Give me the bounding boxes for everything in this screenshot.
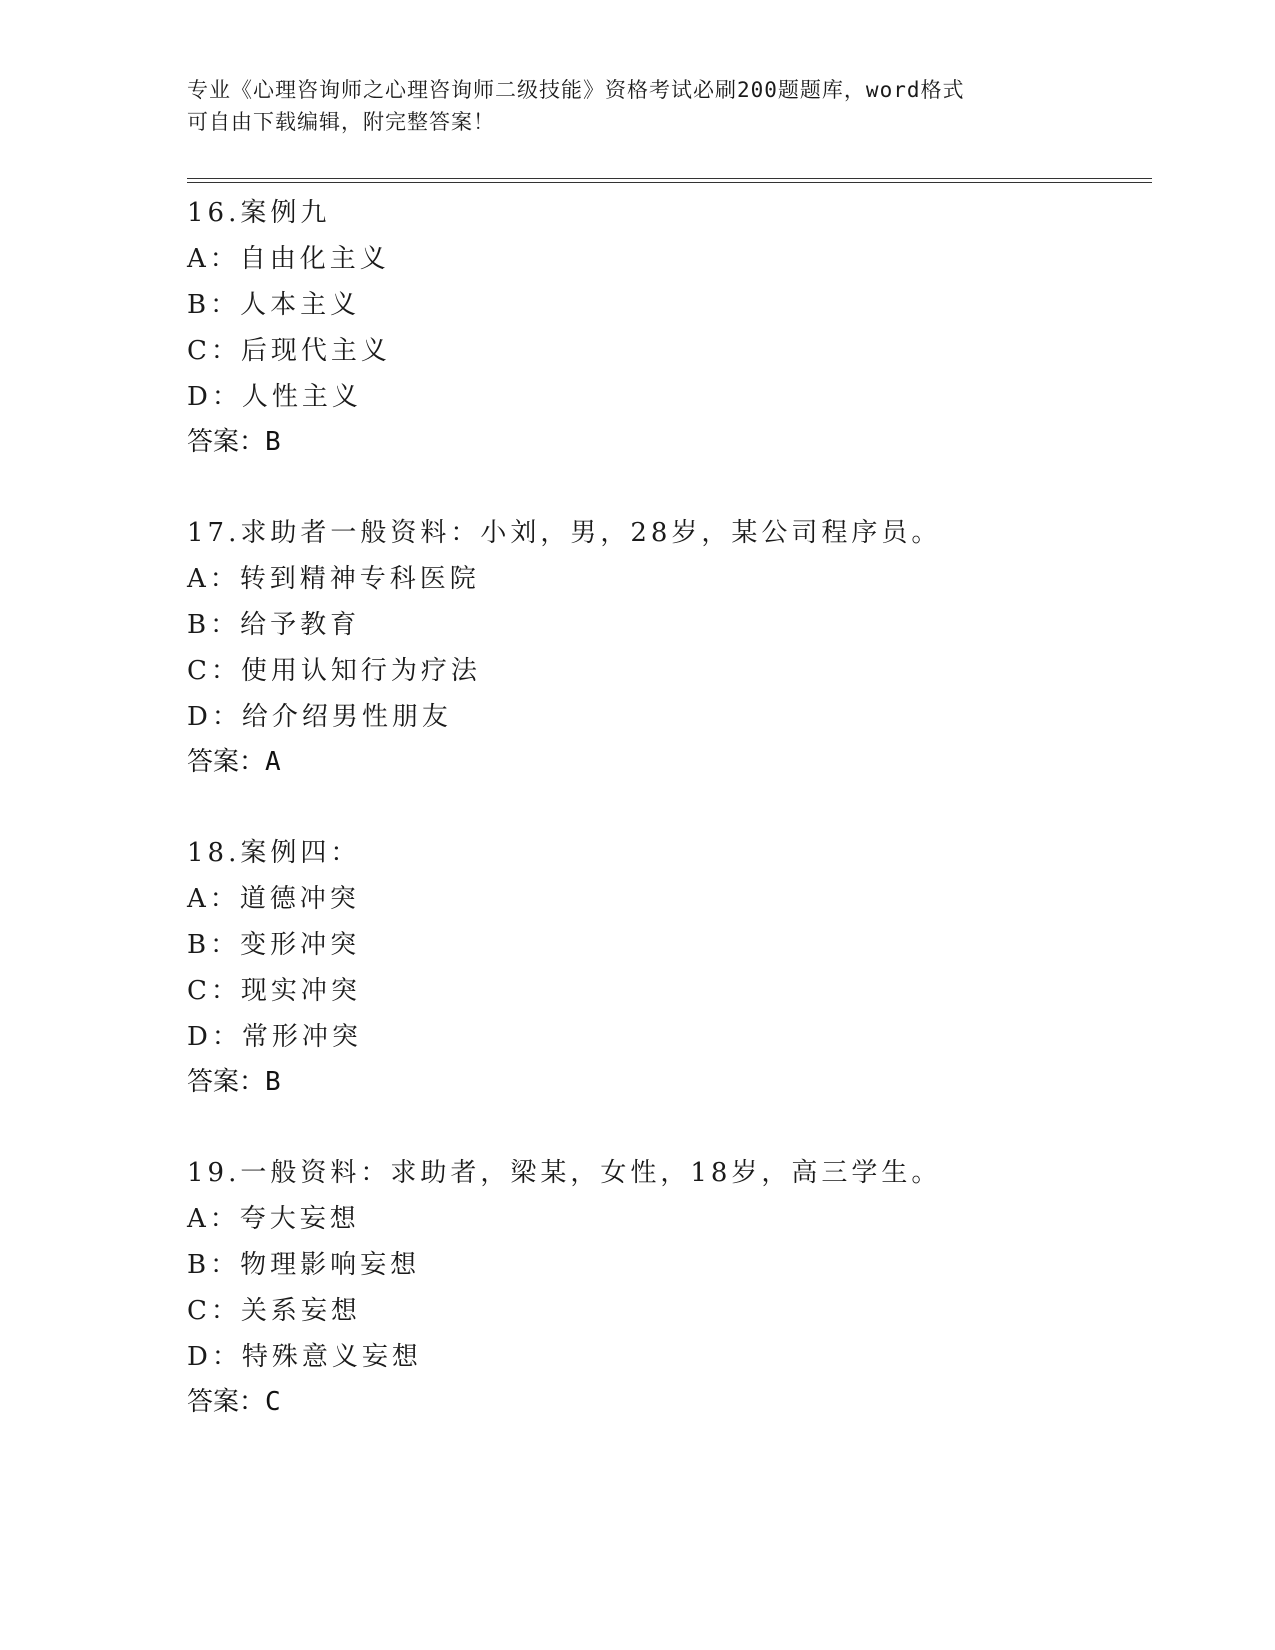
answer-line — [187, 1060, 1147, 1104]
question-list — [187, 190, 1147, 1470]
header-divider-top — [187, 178, 1152, 179]
answer-value: A — [265, 747, 281, 777]
question-17 — [187, 510, 1147, 784]
option-d: D：特殊意义妄想 — [187, 1342, 422, 1372]
question-stem: 19.一般资料：求助者，梁某，女性，18岁，高三学生。 — [187, 1158, 942, 1188]
question-18 — [187, 830, 1147, 1104]
option-a: A：转到精神专科医院 — [187, 564, 480, 594]
answer-label: 答案： — [187, 1387, 266, 1417]
question-19 — [187, 1150, 1147, 1424]
answer-label: 答案： — [187, 1067, 266, 1097]
question-16 — [187, 190, 1147, 464]
option-c: C：现实冲突 — [187, 976, 361, 1006]
answer-label: 答案： — [187, 427, 266, 457]
header-divider-bottom — [187, 182, 1152, 183]
option-a: A：夸大妄想 — [187, 1204, 360, 1234]
option-c: C：使用认知行为疗法 — [187, 656, 481, 686]
answer-value: B — [265, 427, 281, 457]
header-line-1: 专业《心理咨询师之心理咨询师二级技能》资格考试必刷200题题库，word格式 — [187, 78, 965, 102]
question-stem: 17.求助者一般资料：小刘，男，28岁，某公司程序员。 — [187, 518, 942, 548]
answer-value: C — [265, 1387, 281, 1417]
answer-value: B — [265, 1067, 281, 1097]
question-stem: 18.案例四： — [187, 838, 361, 868]
answer-line — [187, 1380, 1147, 1424]
header-line-2: 可自由下载编辑，附完整答案！ — [187, 110, 495, 134]
option-c: C：后现代主义 — [187, 336, 391, 366]
option-d: D：给介绍男性朋友 — [187, 702, 452, 732]
option-b: B：人本主义 — [187, 290, 361, 320]
option-a: A：自由化主义 — [187, 244, 390, 274]
answer-label: 答案： — [187, 747, 266, 777]
option-b: B：给予教育 — [187, 610, 361, 640]
question-stem: 16.案例九 — [187, 198, 331, 228]
option-a: A：道德冲突 — [187, 884, 360, 914]
option-c: C：关系妄想 — [187, 1296, 361, 1326]
document-header — [187, 74, 1087, 138]
option-b: B：物理影响妄想 — [187, 1250, 421, 1280]
answer-line — [187, 740, 1147, 784]
answer-line — [187, 420, 1147, 464]
option-d: D：常形冲突 — [187, 1022, 362, 1052]
option-d: D：人性主义 — [187, 382, 362, 412]
option-b: B：变形冲突 — [187, 930, 361, 960]
